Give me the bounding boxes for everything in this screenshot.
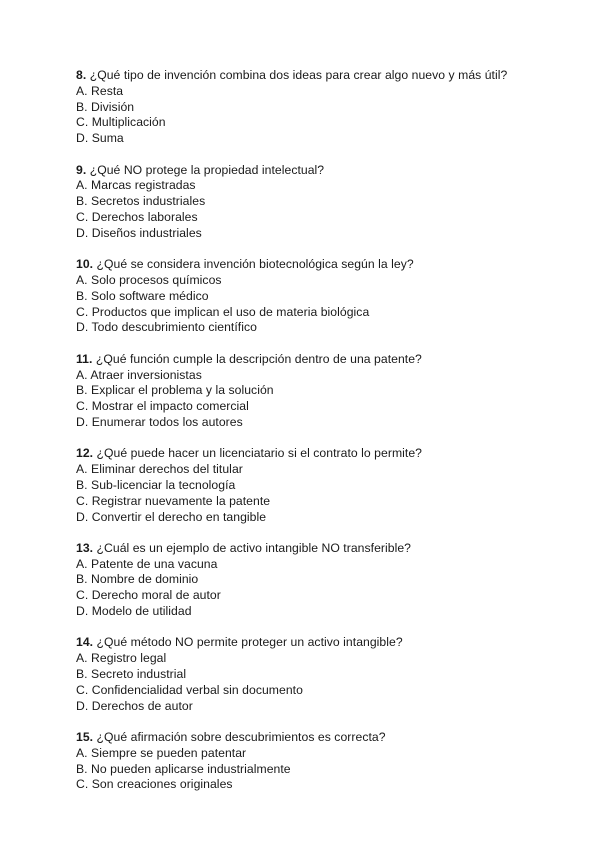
option-a: A. Registro legal (76, 651, 167, 666)
question-text: ¿Qué método NO permite proteger un activo intangible? (96, 635, 403, 650)
question-text: ¿Qué función cumple la descripción dentro de una patente? (95, 351, 422, 366)
option-c: C. Multiplicación (76, 115, 166, 130)
question-text: ¿Qué afirmación sobre descubrimientos es correcta? (96, 730, 386, 745)
option-b: B. Solo software médico (76, 288, 209, 303)
question-number: 8. (76, 68, 87, 82)
question-number: 12. (76, 446, 94, 461)
question-text: ¿Qué NO protege la propiedad intelectual? (89, 162, 325, 177)
option-c: C. Derecho moral de autor (76, 588, 221, 603)
question-text: ¿Qué se considera invención biotecnológica según la ley? (96, 257, 414, 272)
question-line (76, 68, 576, 84)
option-b: B. No pueden aplicarse industrialmente (76, 761, 291, 776)
question-8 (76, 68, 576, 147)
option-a: A. Solo procesos químicos (76, 272, 222, 287)
option-d: D. Derechos de autor (76, 698, 193, 713)
option-d: D. Suma (76, 131, 124, 146)
question-number: 11. (76, 351, 93, 366)
question-10 (76, 257, 576, 336)
option-b: B. Secretos industriales (76, 194, 206, 209)
option-d: D. Modelo de utilidad (76, 604, 192, 619)
question-line (76, 352, 576, 368)
option-c: C. Registrar nuevamente la patente (76, 493, 271, 508)
question-text: ¿Qué puede hacer un licenciatario si el contrato lo permite? (96, 446, 422, 461)
option-b: B. División (76, 99, 135, 114)
question-14 (76, 635, 576, 714)
question-number: 13. (76, 540, 94, 555)
question-15 (76, 730, 576, 793)
option-b: B. Sub-licenciar la tecnología (76, 477, 236, 492)
question-text: ¿Cuál es un ejemplo de activo intangible NO transferible? (96, 540, 412, 555)
option-b: B. Nombre de dominio (76, 572, 199, 587)
question-line (76, 730, 576, 746)
question-line (76, 446, 576, 462)
option-a: A. Siempre se pueden patentar (76, 745, 247, 760)
question-line (76, 257, 576, 273)
question-list (76, 68, 576, 809)
question-line (76, 163, 576, 179)
option-a: A. Patente de una vacuna (76, 556, 218, 571)
option-c: C. Derechos laborales (76, 209, 198, 224)
option-c: C. Mostrar el impacto comercial (76, 399, 249, 414)
question-number: 9. (76, 162, 87, 177)
option-b: B. Explicar el problema y la solución (76, 383, 274, 398)
question-number: 10. (76, 257, 94, 272)
question-number: 14. (76, 635, 94, 650)
option-d: D. Todo descubrimiento científico (76, 320, 257, 335)
option-a: A. Marcas registradas (76, 178, 196, 193)
question-line (76, 635, 576, 651)
option-d: D. Diseños industriales (76, 225, 202, 240)
option-c: C. Productos que implican el uso de materia biológica (76, 304, 370, 319)
option-c: C. Confidencialidad verbal sin documento (76, 682, 303, 697)
question-text: ¿Qué tipo de invención combina dos ideas para crear algo nuevo y más útil? (89, 68, 508, 82)
question-13 (76, 541, 576, 620)
question-9 (76, 163, 576, 242)
option-a: A. Resta (76, 83, 124, 98)
question-12 (76, 446, 576, 525)
question-line (76, 541, 576, 557)
option-a: A. Atraer inversionistas (76, 367, 202, 382)
question-11 (76, 352, 576, 431)
option-a: A. Eliminar derechos del titular (76, 462, 243, 477)
option-c: C. Son creaciones originales (76, 777, 233, 792)
option-d: D. Convertir el derecho en tangible (76, 509, 267, 524)
option-d: D. Enumerar todos los autores (76, 414, 243, 429)
option-b: B. Secreto industrial (76, 667, 187, 682)
question-number: 15. (76, 730, 94, 745)
